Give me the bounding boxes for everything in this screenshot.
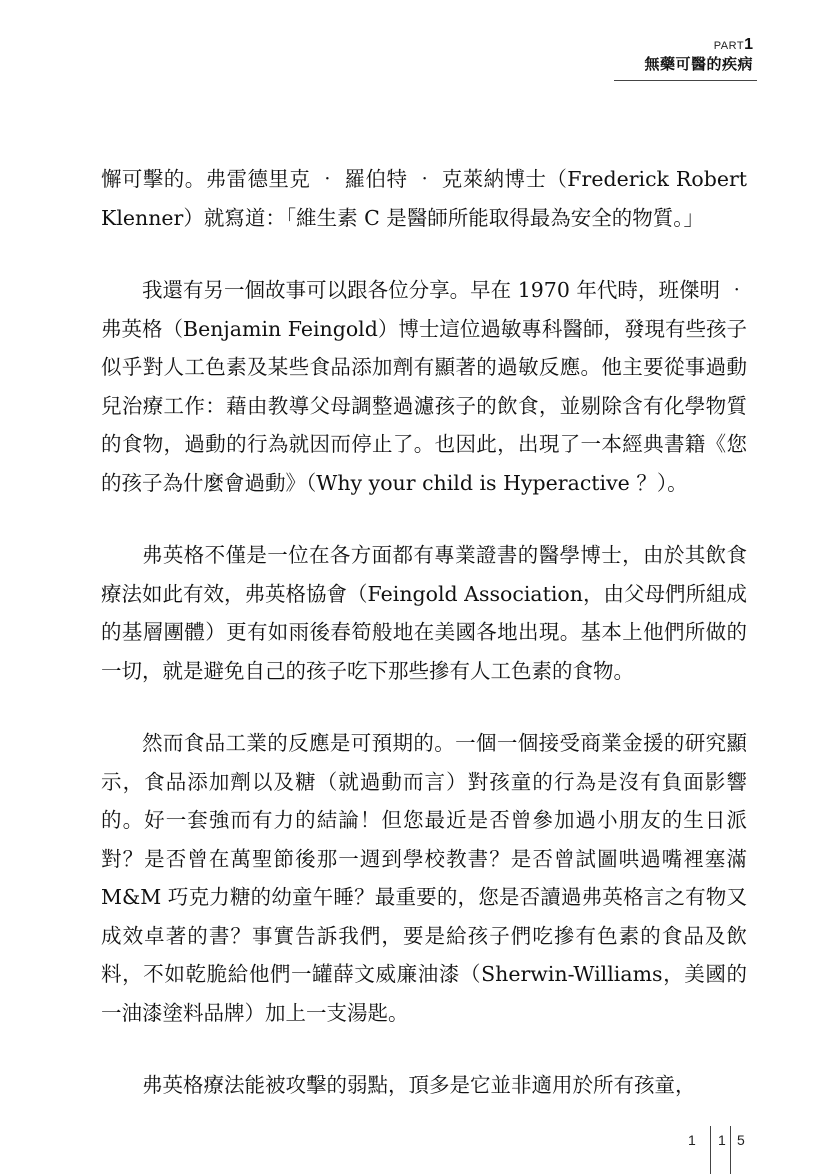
part-number: 1: [744, 36, 753, 53]
running-header: [644, 34, 753, 74]
paragraph: 然而食品工業的反應是可預期的。一個一個接受商業金援的研究顯示，食品添加劑以及糖（就過動而言）對孩童的行為是沒有負面影響的。好一套強而有力的結論！但您最近是否曾參加過小朋友的生日派對？是否曾在萬聖節後那一週到學校教書？是否曾試圖哄過嘴裡塞滿 M&M 巧克力糖的幼童午睡？最重要的，您是否讀過弗英格言之有物又成效卓著的書？事實告訴我們，要是給孩子們吃摻有色素的食品及飲料，不如乾脆給他們一罐薛文威廉油漆（Sherwin-Williams，美國的一油漆塗料品牌）加上一支湯匙。: [101, 731, 747, 1025]
part-indicator: [644, 34, 753, 55]
part-label: PART: [713, 40, 745, 52]
page-body: [101, 160, 747, 1139]
footer-divider: [710, 1126, 711, 1174]
paragraph-continuation: 懈可擊的。弗雷德里克 ‧ 羅伯特 ‧ 克萊納博士（Frederick Robert Klenner）就寫道：「維生素 C 是醫師所能取得最為安全的物質。」: [101, 167, 747, 230]
paragraph: 我還有另一個故事可以跟各位分享。早在 1970 年代時，班傑明 ‧ 弗英格（Benjamin Feingold）博士這位過敏專科醫師，發現有些孩子似乎對人工色素及某些食品添加劑有顯著的過敏反應。他主要從事過動兒治療工作：藉由教導父母調整過濾孩子的飲食，並剔除含有化學物質的食物，過動的行為就因而停止了。也因此，出現了一本經典書籍《您的孩子為什麼會過動》（Why your child is Hyperactive ？）。: [101, 278, 747, 495]
paragraph: 弗英格不僅是一位在各方面都有專業證書的醫學博士，由於其飲食療法如此有效，弗英格協會（Feingold Association，由父母們所組成的基層團體）更有如雨後春筍般地在美國各地出現。基本上他們所做的一切，就是避免自己的孩子吃下那些摻有人工色素的食物。: [101, 543, 747, 683]
paragraph: 弗英格療法能被攻擊的弱點，頂多是它並非適用於所有孩童，: [142, 1073, 696, 1097]
chapter-title: 無藥可醫的疾病: [644, 55, 753, 73]
page-number-digit: 1: [688, 1132, 696, 1148]
header-rule: [614, 80, 757, 81]
page-number-digit: 5: [737, 1132, 745, 1148]
footer-divider: [730, 1126, 731, 1174]
page-number-digit: 1: [718, 1132, 726, 1148]
